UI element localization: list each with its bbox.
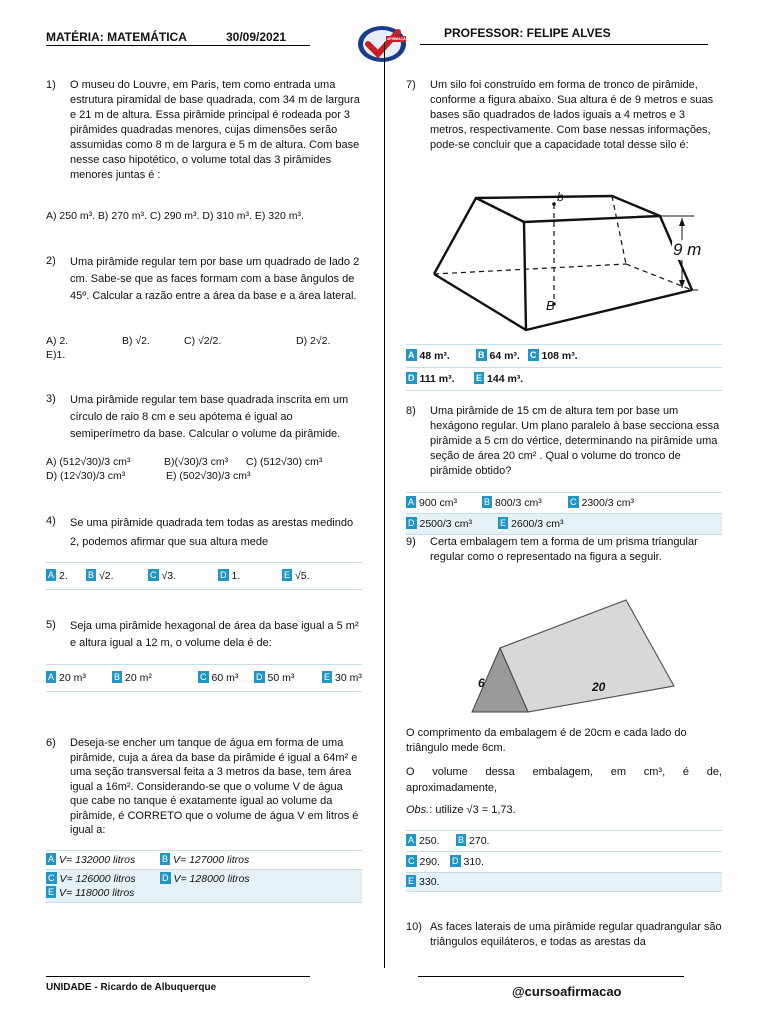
triangular-prism-figure	[466, 588, 696, 718]
option-d[interactable]: D 50 m³	[256, 672, 295, 684]
top-center-label: b	[557, 190, 564, 204]
question-number: 3)	[46, 393, 56, 405]
option-e[interactable]: E 30 m³	[324, 672, 362, 684]
option-a[interactable]: A 250.	[408, 835, 440, 847]
option-c[interactable]: C 60 m³	[200, 672, 239, 684]
footer-line-left	[46, 976, 310, 977]
silo-frustum-figure	[426, 186, 716, 336]
question-1-options: A) 250 m³. B) 270 m³. C) 290 m³. D) 310 m³. E) 320 m³.	[46, 210, 304, 222]
date-label: 30/09/2021	[226, 30, 287, 44]
question-number: 2)	[46, 255, 56, 267]
question-number: 7)	[406, 79, 416, 91]
question-3	[46, 392, 362, 443]
logo-icon	[356, 22, 408, 64]
subject-label: MATÉRIA: MATEMÁTICA	[46, 30, 187, 44]
option-c[interactable]: C 2300/3 cm³	[570, 497, 635, 509]
column-divider	[384, 42, 385, 968]
question-9	[406, 535, 722, 565]
option-b[interactable]: B)(√30)/3 cm³	[164, 456, 229, 468]
question-10	[406, 920, 722, 950]
prism-length-label: 20	[592, 680, 606, 694]
question-text: Certa embalagem tem a forma de um prisma triangular regular como o representado na figura a seguir.	[430, 536, 698, 563]
question-text: Se uma pirâmide quadrada tem todas as arestas medindo 2, podemos afirmar que sua altura mede	[70, 517, 354, 548]
prism-icon	[466, 588, 696, 718]
option-a[interactable]: A) (512√30)/3 cm³	[46, 456, 131, 468]
question-5	[46, 618, 362, 652]
question-text: Seja uma pirâmide hexagonal de área da base igual a 5 m² e altura igual a 12 m, o volume dela é de:	[70, 620, 359, 649]
footer-line-right	[418, 976, 684, 977]
option-a[interactable]: A 20 m³	[48, 672, 86, 684]
option-b[interactable]: B 800/3 cm³	[484, 497, 542, 509]
option-d[interactable]: D) (12√30)/3 cm³	[46, 470, 126, 482]
question-text: Uma pirâmide regular tem base quadrada inscrita em um círculo de raio 8 cm e seu apótema é igual ao semiperímetro da base. Calcular o volume da pirâmide.	[70, 394, 349, 440]
question-8	[406, 404, 722, 479]
option-b[interactable]: B 64 m³.	[478, 350, 520, 362]
option-c[interactable]: C √3.	[150, 570, 177, 582]
obs-text: : utilize √3 = 1,73.	[429, 804, 516, 816]
question-9-observation	[406, 804, 722, 816]
option-a[interactable]: A 48 m³.	[408, 350, 450, 362]
question-8-options	[406, 492, 722, 536]
question-text: As faces laterais de uma pirâmide regular quadrangular são triângulos equiláteros, e todas as arestas da	[430, 921, 722, 948]
option-b[interactable]: B V= 127000 litros	[162, 854, 250, 866]
question-4	[46, 514, 362, 552]
question-number: 8)	[406, 405, 416, 417]
question-6-options	[46, 850, 362, 904]
bottom-center-label: B	[546, 298, 555, 313]
question-9-paragraph-1: O comprimento da embalagem é de 20cm e cada lado do triângulo mede 6cm.	[406, 727, 687, 754]
option-a[interactable]: A 900 cm³	[408, 497, 457, 509]
question-6	[46, 736, 362, 838]
question-5-options	[46, 664, 362, 693]
option-c[interactable]: C V= 126000 litros	[48, 873, 136, 885]
option-b[interactable]: B) √2.	[122, 335, 150, 347]
triangle-side-label: 6	[478, 676, 485, 690]
header-underline-right	[420, 44, 708, 45]
question-9-options	[406, 830, 722, 893]
option-e[interactable]: E √5.	[284, 570, 310, 582]
logo-text: AFIRMAÇÃO	[387, 37, 409, 41]
footer-unit: UNIDADE - Ricardo de Albuquerque	[46, 982, 217, 993]
height-label: 9 m	[673, 240, 702, 259]
option-d[interactable]: D V= 128000 litros	[162, 873, 250, 885]
obs-label: Obs.	[406, 804, 430, 816]
option-b[interactable]: B √2.	[88, 570, 114, 582]
question-2	[46, 254, 362, 305]
option-c[interactable]: C 108 m³.	[530, 350, 578, 362]
question-1	[46, 78, 362, 183]
question-number: 6)	[46, 737, 56, 749]
question-9-paragraph-2: O volume dessa embalagem, em cm³, é de, aproximadamente,	[406, 766, 722, 794]
option-e[interactable]: E)1.	[46, 349, 66, 361]
question-number: 4)	[46, 515, 56, 527]
question-text: O museu do Louvre, em Paris, tem como entrada uma estrutura piramidal de base quadrada, com 34 m de largura e 21 m de altura. Essa pirâmide principal é rodeada por 3 pirâmides quadradas menores, cujas dimensões serão assumidas como 8 m de largura e 5 m de altura. Com base nesse caso hipotético, o volume total das 3 pirâmides menores juntas é :	[70, 79, 360, 181]
question-2-options	[46, 334, 376, 364]
option-a[interactable]: A) 2.	[46, 335, 69, 347]
option-c[interactable]: C) (512√30) cm³	[246, 456, 323, 468]
option-b[interactable]: B 270.	[458, 835, 490, 847]
option-e[interactable]: E 2600/3 cm³	[500, 518, 564, 530]
question-number: 10)	[406, 921, 422, 933]
option-d[interactable]: D) 2√2.	[296, 335, 331, 347]
option-b[interactable]: B 20 m²	[114, 672, 152, 684]
question-4-options	[46, 562, 362, 591]
option-a[interactable]: A 2.	[48, 570, 68, 582]
option-d[interactable]: D 111 m³.	[408, 373, 455, 385]
question-number: 9)	[406, 536, 416, 548]
question-text: Uma pirâmide regular tem por base um quadrado de lado 2 cm. Sabe-se que as faces formam com a base ângulos de 45º. Calcular a razão entre a área da base e a área lateral.	[70, 256, 360, 302]
professor-label: PROFESSOR: FELIPE ALVES	[444, 26, 611, 40]
option-c[interactable]: C) √2/2.	[184, 335, 222, 347]
question-number: 1)	[46, 79, 56, 91]
option-d[interactable]: D 1.	[220, 570, 241, 582]
question-text: Um silo foi construído em forma de tronco de pirâmide, conforme a figura abaixo. Sua altura é de 9 metros e suas bases são quadrados de lados iguais a 4 metros e 3 metros, respectivamente. Com base nessas informações, pode-se concluir que a capacidade total desse silo é:	[430, 79, 714, 151]
option-a[interactable]: A V= 132000 litros	[48, 854, 136, 866]
option-d[interactable]: D 2500/3 cm³	[408, 518, 473, 530]
question-7-options	[406, 344, 722, 392]
question-3-options	[46, 455, 376, 487]
option-e[interactable]: E) (502√30)/3 cm³	[166, 470, 251, 482]
header-underline-left	[46, 45, 310, 46]
option-e[interactable]: E 144 m³.	[476, 373, 524, 385]
option-d[interactable]: D 310.	[452, 856, 484, 868]
option-e[interactable]: E V= 118000 litros	[48, 887, 135, 899]
footer-handle: @cursoafirmacao	[512, 984, 622, 999]
logo	[356, 22, 408, 64]
question-number: 5)	[46, 619, 56, 631]
question-text: Deseja-se encher um tanque de água em forma de uma pirâmide, cuja a área da base da pirâmide é igual a 64m² e uma seção transversal feita a 3 metros da base, tem área igual a 16m². Considerando-se que o volume V de água que cabe no tanque é exatamente igual ao volume da pirâmide, é CORRETO que o volume de água V em litros é igual a:	[70, 737, 359, 836]
frustum-icon	[426, 186, 716, 336]
option-e[interactable]: E 330.	[408, 876, 440, 888]
question-text: Uma pirâmide de 15 cm de altura tem por base um hexágono regular. Um plano paralelo à base secciona essa pirâmide a 5 cm do vértice, determinando na pirâmide uma seção de área 20 cm² . Qual o volume do tronco de pirâmide obtido?	[430, 405, 720, 477]
question-7	[406, 78, 722, 153]
option-c[interactable]: C 290.	[408, 856, 440, 868]
